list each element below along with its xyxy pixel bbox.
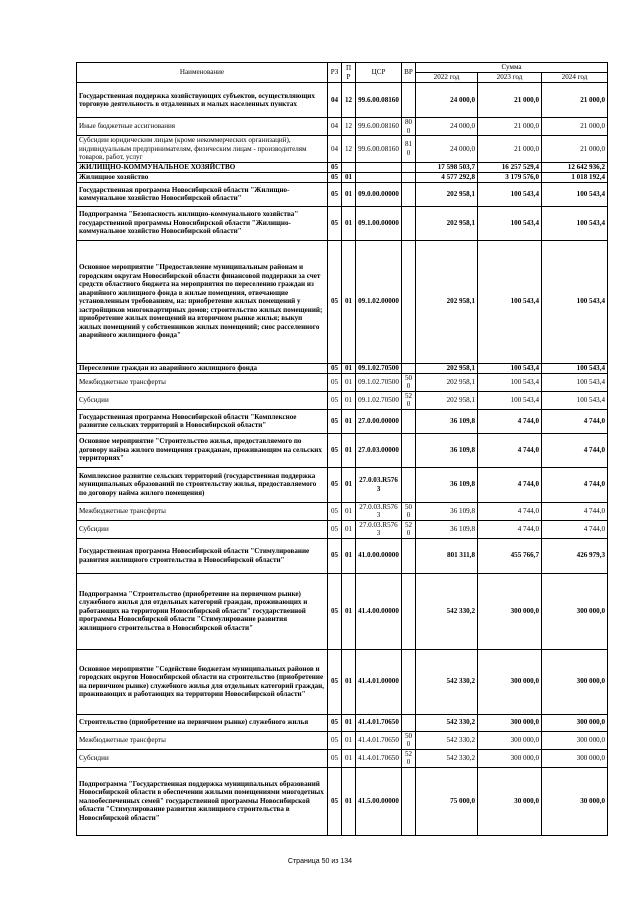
cell-pr: 01	[342, 363, 356, 373]
cell-rz: 05	[328, 182, 342, 206]
cell-pr: 01	[342, 767, 356, 835]
cell-rz: 05	[328, 240, 342, 363]
cell-name: Основное мероприятие "Строительство жилья, предоставляемого по договору найма жилого помещения гражданам, проживающим на сельских территориях"	[77, 433, 328, 467]
table-row	[77, 731, 608, 749]
cell-2024: 30 000,0	[542, 767, 608, 835]
cell-vr	[402, 433, 416, 467]
cell-rz: 05	[328, 162, 342, 172]
cell-2024: 300 000,0	[542, 731, 608, 749]
cell-rz: 05	[328, 433, 342, 467]
cell-rz: 05	[328, 206, 342, 240]
cell-rz: 05	[328, 649, 342, 714]
cell-2023: 455 766,7	[478, 538, 542, 573]
cell-name: ЖИЛИЩНО-КОММУНАЛЬНОЕ ХОЗЯЙСТВО	[77, 162, 328, 172]
table-row	[77, 433, 608, 467]
header-csr: ЦСР	[356, 63, 402, 83]
cell-pr: 01	[342, 714, 356, 731]
cell-2023: 16 257 529,4	[478, 162, 542, 172]
cell-2022: 202 958,1	[416, 240, 478, 363]
cell-2024: 300 000,0	[542, 749, 608, 767]
cell-2022: 36 109,8	[416, 433, 478, 467]
cell-pr: 01	[342, 240, 356, 363]
cell-2022: 801 311,8	[416, 538, 478, 573]
cell-vr	[402, 182, 416, 206]
cell-2024: 4 744,0	[542, 502, 608, 520]
cell-csr: 27.0.00.00000	[356, 409, 402, 433]
cell-name: Межбюджетные трансферты	[77, 373, 328, 391]
cell-2024: 100 543,4	[542, 240, 608, 363]
cell-2022: 542 330,2	[416, 573, 478, 649]
cell-name: Иные бюджетные ассигнования	[77, 118, 328, 136]
cell-pr: 12	[342, 136, 356, 163]
table-row	[77, 538, 608, 573]
cell-pr	[342, 162, 356, 172]
cell-vr	[402, 714, 416, 731]
cell-2024: 4 744,0	[542, 409, 608, 433]
cell-name: Основное мероприятие "Предоставление муниципальным районам и городским округам Новосибирской области финансовой поддержки за счет средств областного бюджета на мероприятия по переселению граждан из аварийного жилищного фонда в жилые помещения, отвечающие установленным требованиям, на: приобретение жилых помещений у застройщиков многоквартирных домов; строительство жилых помещений; приобретение жилых помещений на вторичном рынке жилья; выкуп жилых помещений у собственников жилых помещений; снос расселенного аварийного жилищного фонда"	[77, 240, 328, 363]
cell-csr: 27.0.03.00000	[356, 433, 402, 467]
cell-2024: 300 000,0	[542, 573, 608, 649]
cell-2023: 300 000,0	[478, 573, 542, 649]
table-row	[77, 714, 608, 731]
table-row	[77, 649, 608, 714]
cell-pr: 01	[342, 206, 356, 240]
cell-csr: 41.4.00.00000	[356, 573, 402, 649]
cell-2022: 542 330,2	[416, 749, 478, 767]
table-row	[77, 83, 608, 118]
cell-vr	[402, 767, 416, 835]
cell-vr: 810	[402, 136, 416, 163]
header-sum: Сумма	[416, 63, 608, 73]
cell-2024: 300 000,0	[542, 649, 608, 714]
page-number: Страница 50 из 134	[287, 858, 353, 865]
cell-rz: 05	[328, 538, 342, 573]
cell-csr: 41.4.01.00000	[356, 649, 402, 714]
cell-2023: 100 543,4	[478, 373, 542, 391]
table-header	[77, 63, 608, 83]
cell-vr	[402, 409, 416, 433]
cell-2023: 100 543,4	[478, 182, 542, 206]
cell-2022: 24 000,0	[416, 118, 478, 136]
table-row	[77, 118, 608, 136]
cell-pr: 01	[342, 538, 356, 573]
table-row	[77, 502, 608, 520]
cell-2024: 100 543,4	[542, 391, 608, 409]
cell-pr: 01	[342, 467, 356, 502]
cell-name: Строительство (приобретение на первичном рынке) служебного жилья	[77, 714, 328, 731]
cell-name: Субсидии юридическим лицам (кроме некоммерческих организаций), индивидуальным предпринимателям, физическим лицам - производителям товаров, работ, услуг	[77, 136, 328, 163]
cell-2022: 4 577 292,8	[416, 172, 478, 182]
cell-2022: 24 000,0	[416, 83, 478, 118]
cell-name: Субсидии	[77, 391, 328, 409]
cell-pr: 01	[342, 731, 356, 749]
cell-2023: 100 543,4	[478, 240, 542, 363]
cell-vr	[402, 573, 416, 649]
table-row	[77, 162, 608, 172]
cell-2023: 30 000,0	[478, 767, 542, 835]
cell-csr: 27.0.03.R5763	[356, 502, 402, 520]
cell-vr: 800	[402, 118, 416, 136]
cell-2024: 21 000,0	[542, 118, 608, 136]
table-row	[77, 409, 608, 433]
cell-csr: 09.1.02.70500	[356, 373, 402, 391]
cell-2023: 4 744,0	[478, 467, 542, 502]
cell-rz: 05	[328, 749, 342, 767]
cell-name: Подпрограмма "Безопасность жилищно-коммунального хозяйства" государственной программы Новосибирской области "Жилищно-коммунальное хозяйство Новосибирской области"	[77, 206, 328, 240]
cell-vr	[402, 83, 416, 118]
cell-vr: 520	[402, 749, 416, 767]
cell-csr: 99.6.00.08160	[356, 136, 402, 163]
cell-2022: 36 109,8	[416, 520, 478, 538]
cell-2022: 542 330,2	[416, 714, 478, 731]
cell-csr: 41.4.01.70650	[356, 714, 402, 731]
cell-name: Переселение граждан из аварийного жилищного фонда	[77, 363, 328, 373]
table-row	[77, 391, 608, 409]
cell-2022: 202 958,1	[416, 182, 478, 206]
cell-2022: 202 958,1	[416, 206, 478, 240]
cell-vr: 500	[402, 731, 416, 749]
table-row	[77, 136, 608, 163]
header-year-2022: 2022 год	[416, 73, 478, 83]
cell-2022: 17 598 503,7	[416, 162, 478, 172]
cell-2024: 100 543,4	[542, 363, 608, 373]
cell-pr: 01	[342, 649, 356, 714]
cell-pr: 12	[342, 118, 356, 136]
table-row	[77, 363, 608, 373]
cell-2023: 21 000,0	[478, 83, 542, 118]
cell-name: Государственная программа Новосибирской области "Комплексное развитие сельских территорий в Новосибирской области"	[77, 409, 328, 433]
cell-rz: 05	[328, 409, 342, 433]
cell-2022: 36 109,8	[416, 467, 478, 502]
cell-name: Подпрограмма "Государственная поддержка муниципальных образований Новосибирской области в обеспечении жилыми помещениями многодетных малообеспеченных семей" государственной программы Новосибирской области "Стимулирование развития жилищного строительства в Новосибирской области"	[77, 767, 328, 835]
cell-pr: 01	[342, 520, 356, 538]
cell-2023: 3 179 576,0	[478, 172, 542, 182]
header-year-2024: 2024 год	[542, 73, 608, 83]
table-row	[77, 520, 608, 538]
cell-csr	[356, 172, 402, 182]
cell-csr: 41.5.00.00000	[356, 767, 402, 835]
cell-2024: 100 543,4	[542, 206, 608, 240]
cell-vr	[402, 363, 416, 373]
cell-csr: 27.0.03.R5763	[356, 467, 402, 502]
cell-vr	[402, 538, 416, 573]
table-row	[77, 172, 608, 182]
cell-2022: 542 330,2	[416, 731, 478, 749]
table-row	[77, 182, 608, 206]
table-body	[77, 83, 608, 836]
cell-vr: 520	[402, 520, 416, 538]
cell-rz: 05	[328, 573, 342, 649]
cell-2023: 100 543,4	[478, 391, 542, 409]
cell-2023: 4 744,0	[478, 502, 542, 520]
table-row	[77, 467, 608, 502]
cell-pr: 01	[342, 573, 356, 649]
cell-2022: 36 109,8	[416, 409, 478, 433]
cell-rz: 05	[328, 520, 342, 538]
cell-2024: 1 018 192,4	[542, 172, 608, 182]
cell-vr	[402, 649, 416, 714]
cell-vr	[402, 162, 416, 172]
header-year-2023: 2023 год	[478, 73, 542, 83]
cell-2023: 300 000,0	[478, 731, 542, 749]
cell-pr: 01	[342, 749, 356, 767]
cell-rz: 04	[328, 136, 342, 163]
cell-rz: 04	[328, 83, 342, 118]
budget-table	[76, 62, 608, 836]
cell-pr: 01	[342, 391, 356, 409]
cell-csr: 99.6.00.08160	[356, 83, 402, 118]
cell-2024: 12 642 936,2	[542, 162, 608, 172]
cell-vr	[402, 206, 416, 240]
cell-rz: 05	[328, 767, 342, 835]
cell-2023: 21 000,0	[478, 118, 542, 136]
cell-2024: 100 543,4	[542, 182, 608, 206]
cell-rz: 05	[328, 467, 342, 502]
cell-2023: 21 000,0	[478, 136, 542, 163]
header-pr: ПР	[342, 63, 356, 83]
cell-pr: 01	[342, 172, 356, 182]
cell-pr: 01	[342, 409, 356, 433]
cell-2022: 202 958,1	[416, 391, 478, 409]
table-row	[77, 373, 608, 391]
cell-csr: 09.1.02.70500	[356, 391, 402, 409]
cell-2023: 100 543,4	[478, 363, 542, 373]
table-row	[77, 749, 608, 767]
cell-2023: 300 000,0	[478, 714, 542, 731]
cell-csr: 09.1.00.00000	[356, 206, 402, 240]
cell-name: Государственная программа Новосибирской области "Стимулирование развития жилищного строительства в Новосибирской области"	[77, 538, 328, 573]
cell-pr: 01	[342, 373, 356, 391]
cell-vr	[402, 467, 416, 502]
cell-name: Субсидии	[77, 749, 328, 767]
cell-vr	[402, 172, 416, 182]
cell-csr: 41.4.01.70650	[356, 731, 402, 749]
header-name: Наименование	[77, 63, 328, 83]
table-row	[77, 206, 608, 240]
cell-rz: 05	[328, 502, 342, 520]
cell-2022: 75 000,0	[416, 767, 478, 835]
cell-rz: 05	[328, 391, 342, 409]
cell-pr: 01	[342, 502, 356, 520]
cell-name: Государственная поддержка хозяйствующих субъектов, осуществляющих торговую деятельность в отдаленных и малых населенных пунктах	[77, 83, 328, 118]
cell-2022: 202 958,1	[416, 373, 478, 391]
cell-rz: 04	[328, 118, 342, 136]
table-row	[77, 573, 608, 649]
cell-2022: 36 109,8	[416, 502, 478, 520]
cell-2022: 24 000,0	[416, 136, 478, 163]
cell-2024: 300 000,0	[542, 714, 608, 731]
cell-name: Субсидии	[77, 520, 328, 538]
cell-pr: 01	[342, 433, 356, 467]
cell-pr: 12	[342, 83, 356, 118]
cell-csr: 41.0.00.00000	[356, 538, 402, 573]
cell-rz: 05	[328, 363, 342, 373]
cell-2024: 4 744,0	[542, 520, 608, 538]
cell-2024: 4 744,0	[542, 433, 608, 467]
table-row	[77, 240, 608, 363]
cell-csr: 27.0.03.R5763	[356, 520, 402, 538]
cell-rz: 05	[328, 714, 342, 731]
header-vr: ВР	[402, 63, 416, 83]
cell-csr: 41.4.01.70650	[356, 749, 402, 767]
cell-2023: 300 000,0	[478, 749, 542, 767]
table-row	[77, 767, 608, 835]
cell-2022: 542 330,2	[416, 649, 478, 714]
cell-vr: 500	[402, 373, 416, 391]
cell-2023: 4 744,0	[478, 520, 542, 538]
cell-rz: 05	[328, 731, 342, 749]
cell-name: Межбюджетные трансферты	[77, 502, 328, 520]
cell-vr: 520	[402, 391, 416, 409]
cell-csr: 99.6.00.08160	[356, 118, 402, 136]
cell-name: Жилищное хозяйство	[77, 172, 328, 182]
cell-rz: 05	[328, 373, 342, 391]
cell-vr	[402, 240, 416, 363]
cell-name: Межбюджетные трансферты	[77, 731, 328, 749]
header-rz: РЗ	[328, 63, 342, 83]
cell-2023: 4 744,0	[478, 409, 542, 433]
cell-2022: 202 958,1	[416, 363, 478, 373]
cell-csr: 09.0.00.00000	[356, 182, 402, 206]
cell-2023: 100 543,4	[478, 206, 542, 240]
cell-2024: 21 000,0	[542, 83, 608, 118]
cell-2023: 300 000,0	[478, 649, 542, 714]
cell-name: Государственная программа Новосибирской области "Жилищно-коммунальное хозяйство Новосибирской области"	[77, 182, 328, 206]
cell-name: Подпрограмма "Строительство (приобретение на первичном рынке) служебного жилья для отдельных категорий граждан, проживающих и работающих на территории Новосибирской области" государственной программы Новосибирской области "Стимулирование развития жилищного строительства в Новосибирской области"	[77, 573, 328, 649]
cell-2024: 4 744,0	[542, 467, 608, 502]
cell-2024: 100 543,4	[542, 373, 608, 391]
cell-2024: 21 000,0	[542, 136, 608, 163]
cell-vr: 500	[402, 502, 416, 520]
cell-2023: 4 744,0	[478, 433, 542, 467]
cell-name: Комплексное развитие сельских территорий (государственная поддержка муниципальных образований по строительству жилья, предоставляемого по договору найма жилого помещения)	[77, 467, 328, 502]
cell-csr	[356, 162, 402, 172]
cell-name: Основное мероприятие "Содействие бюджетам муниципальных районов и городских округов Новосибирской области на строительство (приобретение на первичном рынке) служебного жилья для отдельных категорий граждан, проживающих и работающих на территории Новосибирской области"	[77, 649, 328, 714]
cell-pr: 01	[342, 182, 356, 206]
cell-csr: 09.1.02.70500	[356, 363, 402, 373]
cell-rz: 05	[328, 172, 342, 182]
cell-csr: 09.1.02.00000	[356, 240, 402, 363]
cell-2024: 426 979,3	[542, 538, 608, 573]
